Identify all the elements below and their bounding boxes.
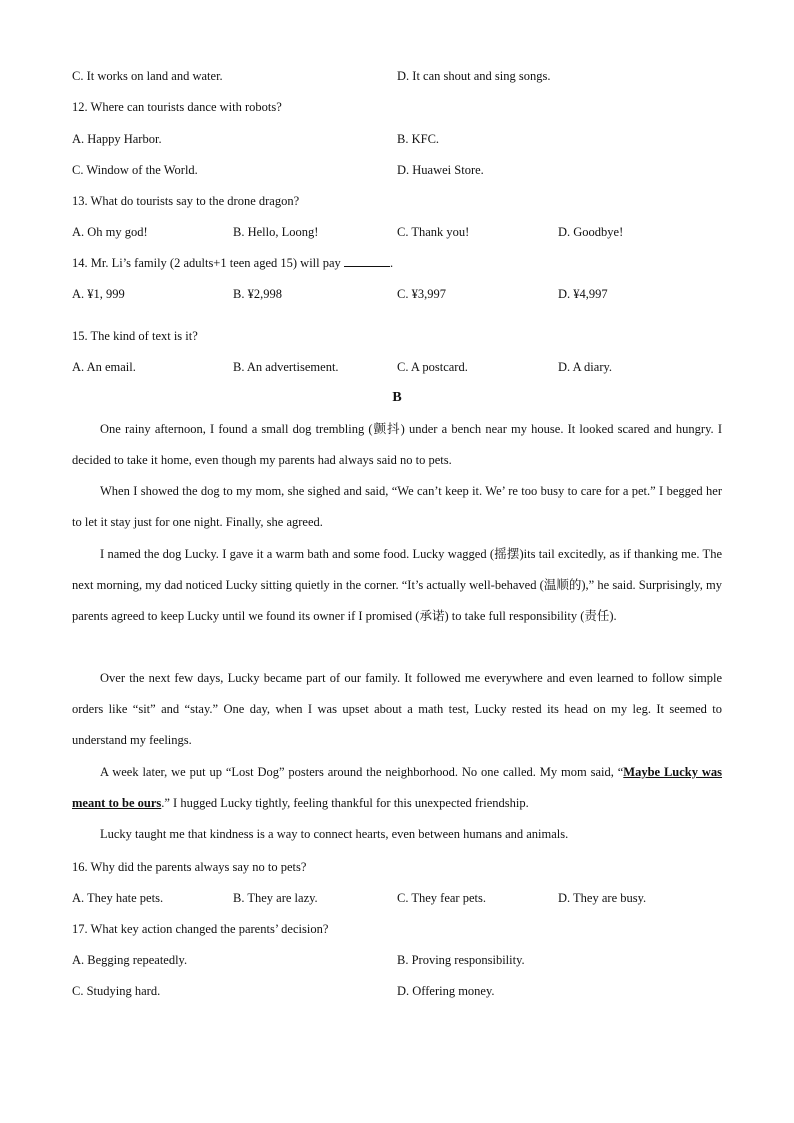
q17-option-a: A. Begging repeatedly.: [72, 953, 188, 967]
q12-option-d: D. Huawei Store.: [397, 163, 484, 177]
q15-stem: 15. The kind of text is it?: [72, 329, 198, 343]
paragraph-text: I named the dog Lucky. I gave it a warm bath and some food. Lucky wagged (摇摆)its tail excitedly, as if thanking me. The next morning, my dad noticed Lucky sitting quietly in the corner. “It’s actually well-behaved (温顺的),” he said. Surprisingly, my parents agreed to keep Lucky until we found its owner if I promised (承诺) to take full responsibility (责任).: [72, 547, 722, 623]
q17-stem: 17. What key action changed the parents’ decision?: [72, 922, 329, 936]
q17-option-b: B. Proving responsibility.: [397, 953, 525, 967]
q17-option-d: D. Offering money.: [397, 984, 495, 998]
q15-option-d: D. A diary.: [558, 360, 613, 374]
q15-option-a: A. An email.: [72, 360, 136, 374]
passage-paragraph-1: [72, 414, 722, 476]
q13-option-d: D. Goodbye!: [558, 225, 624, 239]
paragraph-text: Lucky taught me that kindness is a way to connect hearts, even between humans and animals.: [100, 827, 569, 841]
q12-option-a: A. Happy Harbor.: [72, 132, 162, 146]
underlined-sentence: Maybe Lucky was meant to be ours: [72, 765, 723, 810]
q14-stem-end: .: [389, 256, 394, 270]
paragraph-text: A week later, we put up “Lost Dog” posters around the neighborhood. No one called. My mom said, “: [100, 765, 624, 779]
q15-option-b: B. An advertisement.: [233, 360, 339, 374]
passage-paragraph-2: [72, 476, 722, 538]
q12-option-c: C. Window of the World.: [72, 163, 198, 177]
q15-option-c: C. A postcard.: [397, 360, 468, 374]
q17-option-c: C. Studying hard.: [72, 984, 161, 998]
q14-stem-text: 14. Mr. Li’s family (2 adults+1 teen aged 15) will pay: [72, 256, 341, 270]
q12-option-b: B. KFC.: [397, 132, 440, 146]
q14-stem: [72, 255, 393, 271]
passage-paragraph-4: [72, 663, 722, 756]
q13-stem: 13. What do tourists say to the drone dragon?: [72, 194, 300, 208]
q13-option-b: B. Hello, Loong!: [233, 225, 319, 239]
q13-option-c: C. Thank you!: [397, 225, 470, 239]
section-title: B: [392, 390, 402, 405]
paragraph-text: When I showed the dog to my mom, she sighed and said, “We can’t keep it. We’ re too busy to care for a pet.” I begged her to let it stay just for one night. Finally, she agreed.: [72, 484, 722, 529]
paragraph-text: Over the next few days, Lucky became part of our family. It followed me everywhere and even learned to follow simple orders like “sit” and “stay.” One day, when I was upset about a math test, Lucky rested its head on my leg. It seemed to understand my feelings.: [72, 671, 722, 747]
q16-option-b: B. They are lazy.: [233, 891, 318, 905]
q16-option-c: C. They fear pets.: [397, 891, 486, 905]
q11-option-d: D. It can shout and sing songs.: [397, 69, 551, 83]
q11-option-c: C. It works on land and water.: [72, 69, 223, 83]
q12-stem: 12. Where can tourists dance with robots?: [72, 100, 282, 114]
q14-option-b: B. ¥2,998: [233, 287, 282, 301]
q14-option-d: D. ¥4,997: [558, 287, 608, 301]
q14-option-a: A. ¥1, 999: [72, 287, 125, 301]
q16-option-a: A. They hate pets.: [72, 891, 164, 905]
paragraph-text: One rainy afternoon, I found a small dog trembling (颤抖) under a bench near my house. It looked scared and hungry. I decided to take it home, even though my parents had always said no to pets.: [72, 422, 722, 467]
q16-stem: 16. Why did the parents always say no to pets?: [72, 860, 307, 874]
q16-option-d: D. They are busy.: [558, 891, 647, 905]
paragraph-text: .” I hugged Lucky tightly, feeling thankful for this unexpected friendship.: [161, 796, 529, 810]
answer-blank: [344, 255, 390, 267]
q14-option-c: C. ¥3,997: [397, 287, 446, 301]
q13-option-a: A. Oh my god!: [72, 225, 148, 239]
passage-paragraph-3: [72, 539, 722, 632]
passage-paragraph-6: [72, 819, 722, 850]
passage-paragraph-5: [72, 757, 722, 819]
